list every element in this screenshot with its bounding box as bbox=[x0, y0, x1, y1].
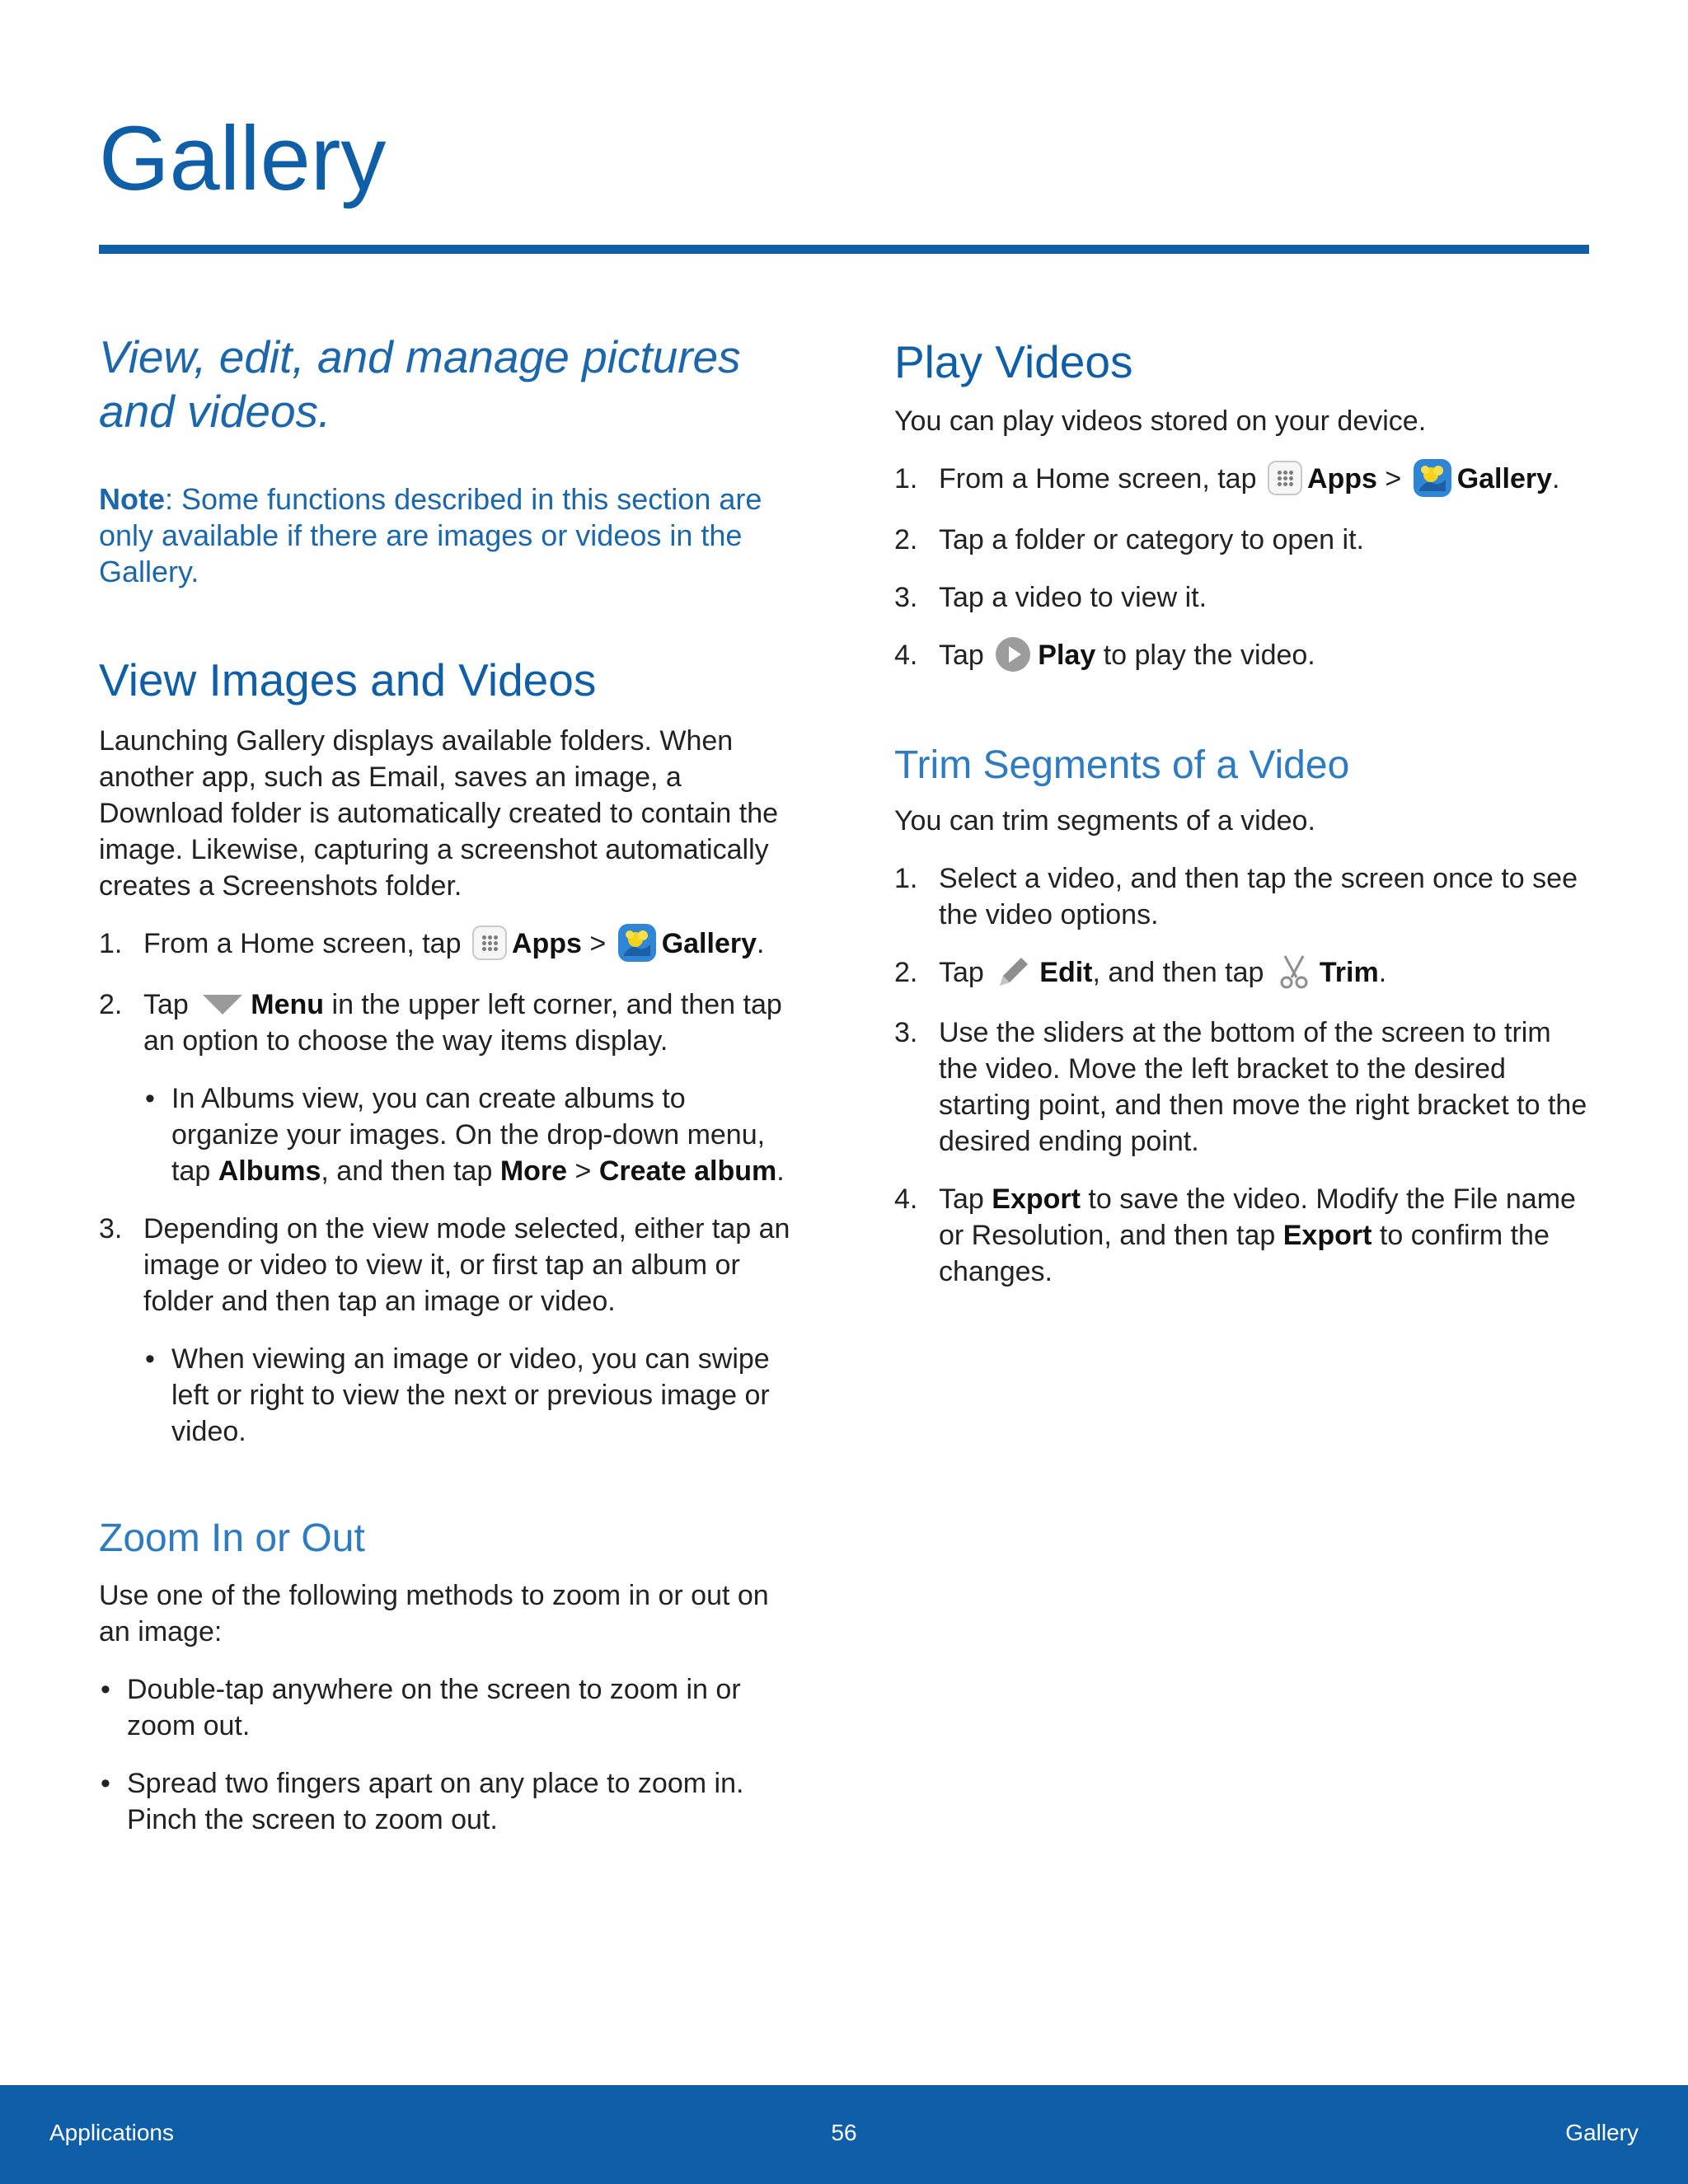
menu-dropdown-icon bbox=[201, 991, 244, 1016]
bullet-text: When viewing an image or video, you can swipe left or right to view the next or previous image or video. bbox=[171, 1343, 770, 1448]
step-text: Tap a folder or category to open it. bbox=[939, 524, 1364, 556]
bullet-text: Spread two fingers apart on any place to zoom in. Pinch the screen to zoom out. bbox=[127, 1768, 744, 1836]
trim-label: Trim bbox=[1319, 957, 1379, 989]
list-item bbox=[894, 461, 1591, 500]
step-text: Select a video, and then tap the screen once to see the video options. bbox=[939, 863, 1578, 931]
view-images-heading: View Images and Videos bbox=[99, 654, 597, 705]
punctuation: . bbox=[776, 1155, 785, 1188]
step-number: 2. bbox=[894, 957, 918, 989]
play-videos-paragraph: You can play videos stored on your device. bbox=[894, 405, 1427, 438]
step-text: in the upper left corner, and then tap an option to choose the way items display. bbox=[143, 989, 782, 1057]
gallery-label: Gallery bbox=[1456, 463, 1553, 495]
apps-icon bbox=[1268, 461, 1302, 495]
punctuation: . bbox=[1378, 957, 1387, 989]
edit-label: Edit bbox=[1039, 957, 1093, 989]
play-videos-steps bbox=[894, 461, 1591, 675]
page-footer bbox=[0, 2085, 1688, 2184]
step-text: From a Home screen, tap bbox=[143, 928, 462, 960]
trim-steps bbox=[894, 860, 1591, 1290]
step-number: 2. bbox=[894, 524, 918, 556]
step-3-bullets bbox=[143, 1341, 799, 1450]
note bbox=[99, 481, 799, 590]
list-item bbox=[143, 1341, 799, 1450]
apps-label: Apps bbox=[511, 928, 582, 960]
punctuation: . bbox=[757, 928, 765, 960]
separator: > bbox=[574, 1155, 592, 1188]
step-number: 3. bbox=[894, 1017, 918, 1049]
footer-chapter-label: Gallery bbox=[1565, 2120, 1639, 2145]
punctuation: . bbox=[1552, 463, 1560, 495]
step-number: 1. bbox=[99, 928, 123, 960]
page-number: 56 bbox=[831, 2120, 857, 2145]
step-text: Tap a video to view it. bbox=[939, 582, 1207, 614]
step-text: Use the sliders at the bottom of the screen to trim the video. Move the left bracket to the desired starting point, and then move the right bracket to the desired ending point. bbox=[939, 1017, 1587, 1158]
list-item bbox=[99, 1211, 799, 1450]
more-label: More bbox=[499, 1155, 568, 1188]
step-text: , and then tap bbox=[1092, 957, 1264, 989]
separator: > bbox=[1385, 463, 1402, 495]
export-label: Export bbox=[1282, 1220, 1372, 1252]
list-item bbox=[99, 926, 799, 965]
list-item bbox=[894, 579, 1591, 616]
list-item bbox=[894, 637, 1591, 675]
list-item bbox=[894, 1181, 1591, 1290]
step-number: 4. bbox=[894, 1183, 918, 1216]
view-images-steps bbox=[99, 926, 799, 1450]
menu-label: Menu bbox=[251, 989, 325, 1021]
page-title: Gallery bbox=[99, 108, 387, 209]
step-text: to save the video. Modify the File name or Resolution, and then tap bbox=[939, 1183, 1576, 1252]
play-label: Play bbox=[1038, 640, 1096, 672]
step-text: Tap bbox=[939, 640, 984, 672]
trim-paragraph: You can trim segments of a video. bbox=[894, 805, 1315, 837]
view-images-paragraph: Launching Gallery displays available folders. When another app, such as Email, saves an image, a Download folder is automatically created to contain the image. Likewise, capturing a screenshot automatically creates a Screenshots folder. bbox=[99, 725, 779, 902]
step-text: to play the video. bbox=[1103, 640, 1315, 672]
intro-text: View, edit, and manage pictures and videos. bbox=[99, 331, 741, 437]
step-number: 3. bbox=[894, 582, 918, 614]
trim-scissors-icon bbox=[1275, 953, 1313, 991]
step-number: 2. bbox=[99, 989, 123, 1021]
right-column bbox=[894, 330, 1591, 1290]
footer-section-label: Applications bbox=[49, 2120, 174, 2145]
step-number: 3. bbox=[99, 1213, 123, 1245]
export-label: Export bbox=[992, 1183, 1081, 1216]
step-text: Tap bbox=[939, 957, 984, 989]
step-text: Tap bbox=[143, 989, 189, 1021]
step-text: Depending on the view mode selected, either tap an image or video to view it, or first tap an album or folder and then tap an image or video. bbox=[143, 1213, 790, 1318]
step-2-bullets bbox=[143, 1080, 799, 1189]
apps-icon bbox=[472, 926, 507, 960]
step-text: From a Home screen, tap bbox=[939, 463, 1257, 495]
bullet-text: , and then tap bbox=[321, 1155, 493, 1188]
list-item bbox=[894, 522, 1591, 558]
list-item bbox=[894, 860, 1591, 933]
trim-heading: Trim Segments of a Video bbox=[894, 743, 1350, 788]
create-album-label: Create album bbox=[598, 1155, 777, 1188]
step-number: 1. bbox=[894, 863, 918, 895]
note-label: Note bbox=[99, 482, 165, 516]
play-icon bbox=[995, 636, 1031, 673]
note-text: : Some functions described in this section are only available if there are images or videos in the Gallery. bbox=[99, 482, 762, 588]
list-item bbox=[99, 1671, 799, 1744]
apps-label: Apps bbox=[1306, 463, 1377, 495]
bullet-text: Double-tap anywhere on the screen to zoom in or zoom out. bbox=[127, 1674, 741, 1742]
albums-label: Albums bbox=[218, 1155, 321, 1188]
separator: > bbox=[589, 928, 607, 960]
list-item bbox=[99, 1765, 799, 1838]
step-text: Tap bbox=[939, 1183, 984, 1216]
zoom-bullets bbox=[99, 1671, 799, 1838]
left-column bbox=[99, 330, 799, 1838]
step-number: 1. bbox=[894, 463, 918, 495]
zoom-paragraph: Use one of the following methods to zoom in or out on an image: bbox=[99, 1580, 769, 1648]
gallery-icon bbox=[1413, 458, 1452, 498]
step-number: 4. bbox=[894, 640, 918, 672]
list-item bbox=[894, 954, 1591, 993]
bullet-text: In Albums view, you can create albums to organize your images. On the drop-down menu, tap bbox=[171, 1083, 766, 1188]
gallery-icon bbox=[617, 923, 657, 963]
list-item bbox=[143, 1080, 799, 1189]
step-text: to confirm the changes. bbox=[939, 1220, 1550, 1288]
edit-pencil-icon bbox=[995, 953, 1033, 991]
play-videos-heading: Play Videos bbox=[894, 336, 1133, 387]
gallery-label: Gallery bbox=[661, 928, 757, 960]
list-item bbox=[99, 987, 799, 1189]
zoom-heading: Zoom In or Out bbox=[99, 1516, 365, 1561]
list-item bbox=[894, 1015, 1591, 1160]
title-divider bbox=[99, 245, 1589, 254]
